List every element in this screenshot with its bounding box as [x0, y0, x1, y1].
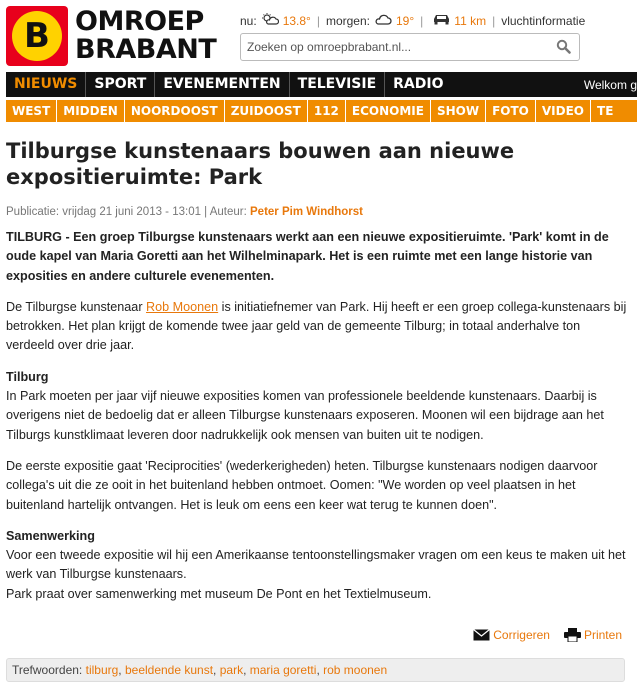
region-item-midden[interactable]: MIDDEN [57, 100, 125, 122]
region-navigation [6, 100, 637, 122]
correct-button[interactable] [473, 628, 550, 642]
site-header [0, 0, 637, 72]
sun-cloud-icon [261, 13, 279, 28]
article-meta [6, 206, 363, 218]
car-icon [433, 13, 450, 28]
author-link[interactable]: Peter Pim Windhorst [250, 206, 364, 218]
region-item-economie[interactable]: ECONOMIE [346, 100, 431, 122]
keywords-label: Trefwoorden: [12, 663, 83, 677]
article-title: Tilburgse kunstenaars bouwen aan nieuwe expositieruimte: Park [6, 139, 515, 189]
weather-now-temp: 13.8° [282, 13, 311, 28]
region-item-noordoost[interactable]: NOORDOOST [125, 100, 225, 122]
traffic-value[interactable]: 11 km [454, 13, 487, 28]
article-body [6, 228, 631, 616]
article-paragraph [6, 298, 631, 356]
tag-link[interactable]: tilburg [85, 663, 119, 677]
region-item-foto[interactable]: FOTO [486, 100, 536, 122]
publication-info: Publicatie: vrijdag 21 juni 2013 - 13:01 | Auteur: [6, 206, 247, 218]
printer-icon [564, 628, 581, 642]
region-item-te[interactable]: TE [597, 104, 614, 118]
nav-item-nieuws[interactable]: NIEUWS [6, 72, 86, 97]
article-paragraph: In Park moeten per jaar vijf nieuwe exposities komen van professionele beeldende kunstenaars. Daarbij is overigens niet de bedoelig dat er alleen Tilburgse kunstenaars exposeren. Moonen wil een bijdrage aan het Tilburgs kunstklimaat leveren door nadrukkelijk ook mensen van buiten uit te nodigen. [6, 389, 604, 442]
logo-circle [12, 11, 62, 61]
paragraph-text: De Tilburgse kunstenaar [6, 299, 147, 314]
print-label: Printen [583, 628, 622, 642]
region-item-112[interactable]: 112 [308, 100, 346, 122]
keywords-bar: Trefwoorden: tilburg, beeldende kunst, park, maria goretti, rob moonen [6, 658, 625, 682]
envelope-icon [473, 629, 490, 641]
brand-line-1: OMROEP [75, 6, 204, 37]
weather-separator: | [492, 13, 496, 28]
article-actions [459, 628, 622, 642]
weather-now-label: nu: [240, 13, 257, 28]
region-item-video[interactable]: VIDEO [536, 100, 591, 122]
tag-link[interactable]: rob moonen [323, 663, 388, 677]
tag-link[interactable]: park [219, 663, 244, 677]
weather-tomorrow-label: morgen: [325, 13, 370, 28]
cloud-icon [374, 13, 392, 28]
search-icon[interactable] [556, 39, 571, 59]
weather-bar [240, 13, 585, 28]
search-box [240, 33, 580, 61]
main-navigation [6, 72, 637, 97]
region-item-show[interactable]: SHOW [431, 100, 486, 122]
weather-separator: | [420, 13, 424, 28]
tag-link[interactable]: maria goretti [249, 663, 317, 677]
rob-moonen-link[interactable]: Rob Moonen [146, 299, 219, 314]
region-item-west[interactable]: WEST [6, 100, 57, 122]
article-paragraph: Voor een tweede expositie wil hij een Amerikaanse tentoonstellingsmaker vragen om een keus te maken uit het werk van Tilburgse kunstenaars. [6, 548, 626, 582]
nav-item-sport[interactable]: SPORT [86, 72, 155, 97]
correct-label: Corrigeren [493, 628, 550, 642]
article-paragraph: Park praat over samenwerking met museum De Pont en het Textielmuseum. [6, 586, 432, 601]
search-input[interactable] [247, 38, 547, 56]
omroep-brabant-logo[interactable] [6, 6, 68, 66]
logo-letter: B [24, 16, 50, 56]
nav-item-radio[interactable]: RADIO [393, 76, 444, 92]
nav-item-evenementen[interactable]: EVENEMENTEN [155, 72, 289, 97]
brand-name[interactable] [75, 8, 216, 64]
subheading-samenwerking: Samenwerking [6, 528, 95, 543]
weather-separator: | [316, 13, 320, 28]
article-paragraph: De eerste expositie gaat 'Reciprocities' (wederkerigheden) heten. Tilburgse kunstenaars nodigen daarvoor collega's uit die ze ooit in het buitenland hebben ontmoet. Oomen: "We worden op veel plaatsen in het buitenland hartelijk ontvangen. Het is leuk om eens een keer wat terug te kunnen doen". [6, 458, 598, 512]
tag-link[interactable]: beeldende kunst [124, 663, 214, 677]
brand-line-2: BRABANT [75, 34, 217, 65]
nav-item-televisie[interactable]: TELEVISIE [290, 72, 386, 97]
weather-tomorrow-temp: 19° [396, 13, 415, 28]
region-item-zuidoost[interactable]: ZUIDOOST [225, 100, 308, 122]
subheading-tilburg: Tilburg [6, 369, 49, 384]
print-button[interactable] [564, 628, 622, 642]
flight-info-link[interactable]: vluchtinformatie [501, 13, 586, 28]
paragraph-text: is initiatiefnemer van Park. Hij heeft er een groep collega-kunstenaars bij betrokken. Het plan krijgt de komende twee jaar geld van de gemeente Tilburg; in totaal anderhalve ton verdeeld over drie jaar. [6, 299, 627, 353]
welcome-text: Welkom g [583, 77, 637, 92]
article-lead: TILBURG - Een groep Tilburgse kunstenaars werkt aan een nieuwe expositieruimte. 'Park' komt in de oude kapel van Maria Goretti aan het Wilhelminapark. Het is een ruimte met een lange historie van exposities en andere culturele evenementen. [6, 230, 609, 283]
